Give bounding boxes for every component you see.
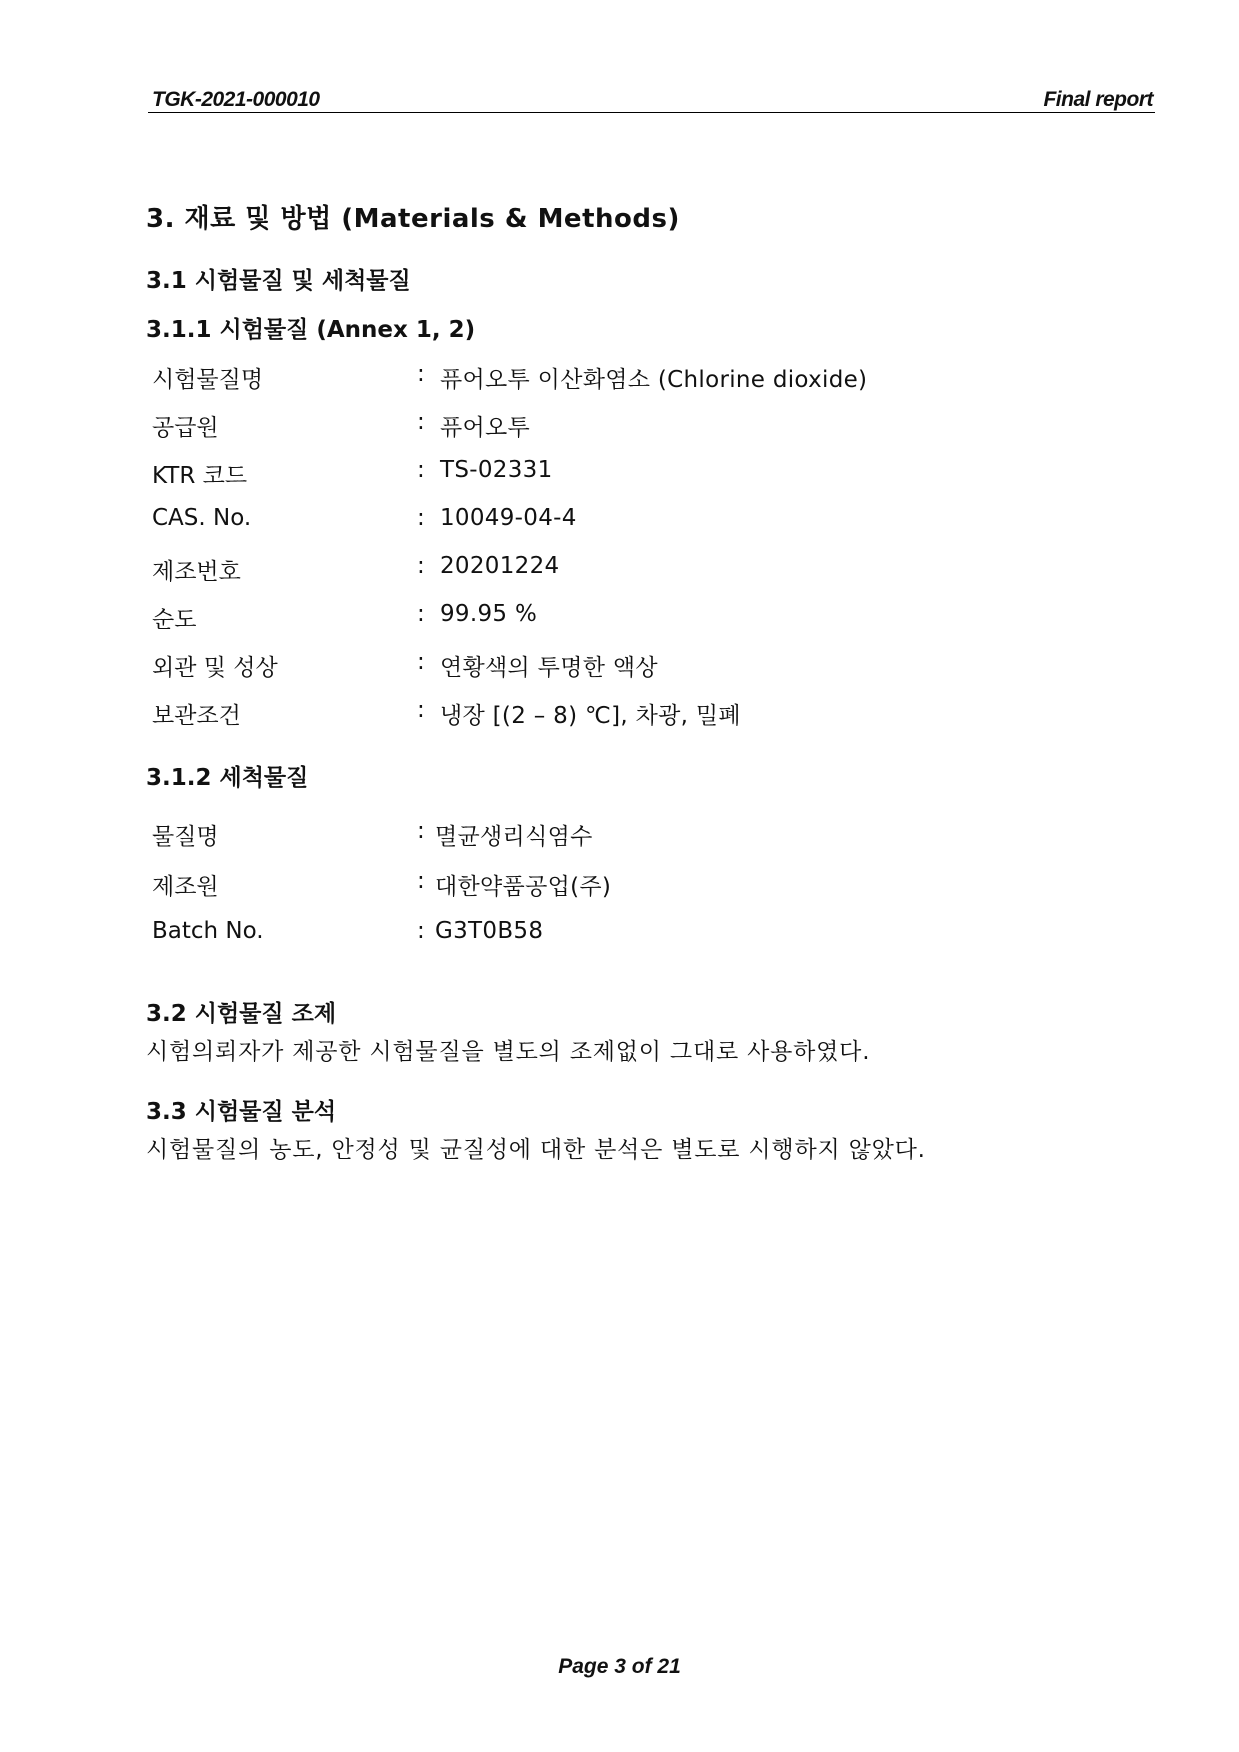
field-value: 20201224 bbox=[440, 553, 560, 579]
colon: : bbox=[417, 601, 425, 627]
report-type: Final report bbox=[1043, 88, 1153, 111]
analysis-paragraph: 시험물질의 농도, 안정성 및 균질성에 대한 분석은 별도로 시행하지 않았다. bbox=[146, 1137, 926, 1163]
field-value: G3T0B58 bbox=[435, 918, 544, 944]
field-value: 퓨어오투 이산화염소 (Chlorine dioxide) bbox=[440, 367, 868, 393]
subsection-3-1-title: 3.1 시험물질 및 세척물질 bbox=[146, 268, 411, 294]
field-label: Batch No. bbox=[152, 918, 264, 944]
field-value: 퓨어오투 bbox=[440, 415, 531, 441]
colon: : bbox=[417, 457, 425, 483]
field-label: 보관조건 bbox=[152, 703, 241, 729]
field-label: 제조원 bbox=[152, 874, 219, 900]
section-title: 3. 재료 및 방법 (Materials & Methods) bbox=[146, 204, 680, 234]
preparation-paragraph: 시험의뢰자가 제공한 시험물질을 별도의 조제없이 그대로 사용하였다. bbox=[146, 1039, 871, 1065]
colon: : bbox=[417, 818, 425, 844]
document-id: TGK-2021-000010 bbox=[152, 88, 320, 111]
subsection-3-3-title: 3.3 시험물질 분석 bbox=[146, 1099, 337, 1125]
field-value: 연황색의 투명한 액상 bbox=[440, 655, 658, 681]
field-label: KTR 코드 bbox=[152, 463, 248, 489]
colon: : bbox=[417, 553, 425, 579]
field-label: CAS. No. bbox=[152, 505, 252, 531]
field-label: 외관 및 성상 bbox=[152, 655, 278, 681]
page-number: Page 3 of 21 bbox=[558, 1655, 681, 1678]
colon: : bbox=[417, 361, 425, 387]
colon: : bbox=[417, 649, 425, 675]
field-label: 공급원 bbox=[152, 415, 219, 441]
field-value: 멸균생리식염수 bbox=[435, 824, 593, 850]
field-value: TS-02331 bbox=[440, 457, 553, 483]
field-value: 10049-04-4 bbox=[440, 505, 577, 531]
colon: : bbox=[417, 697, 425, 723]
subsection-3-2-title: 3.2 시험물질 조제 bbox=[146, 1001, 337, 1027]
field-value: 냉장 [(2 – 8) ℃], 차광, 밀폐 bbox=[440, 703, 741, 729]
header-divider bbox=[148, 112, 1155, 113]
colon: : bbox=[417, 868, 425, 894]
field-value: 99.95 % bbox=[440, 601, 538, 627]
field-label: 시험물질명 bbox=[152, 367, 264, 393]
colon: : bbox=[417, 505, 425, 531]
field-label: 물질명 bbox=[152, 824, 219, 850]
field-label: 제조번호 bbox=[152, 559, 241, 585]
colon: : bbox=[417, 409, 425, 435]
subsection-3-1-1-title: 3.1.1 시험물질 (Annex 1, 2) bbox=[146, 317, 476, 343]
subsection-3-1-2-title: 3.1.2 세척물질 bbox=[146, 765, 309, 791]
field-value: 대한약품공업(주) bbox=[435, 874, 612, 900]
colon: : bbox=[417, 918, 425, 944]
field-label: 순도 bbox=[152, 607, 197, 633]
